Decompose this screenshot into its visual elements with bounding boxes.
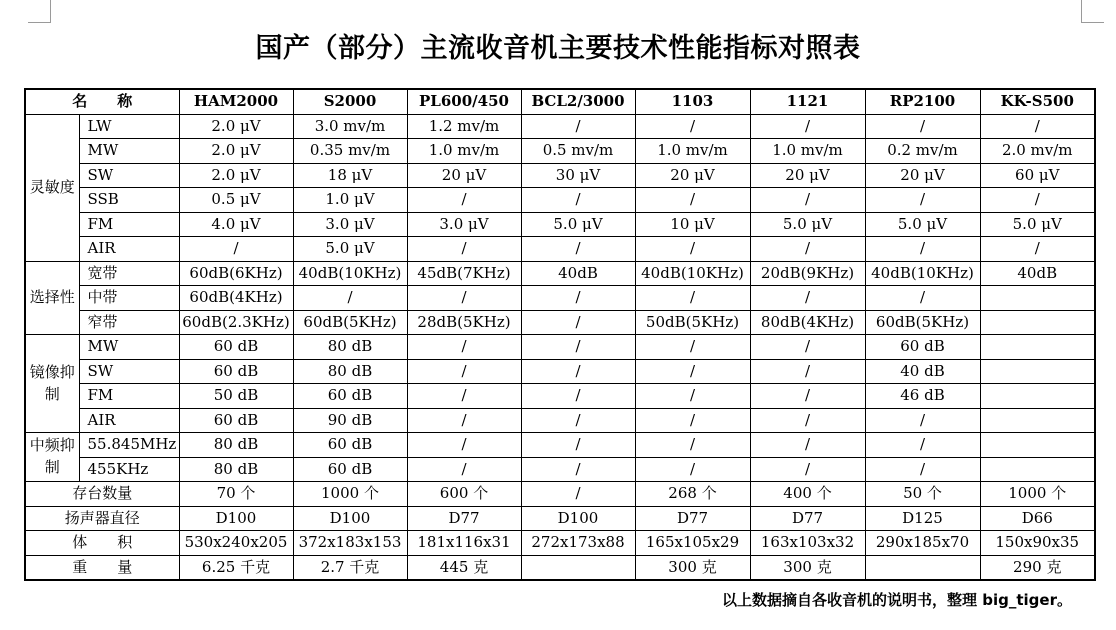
value-cell: 181x116x31 bbox=[407, 531, 521, 556]
value-cell: 0.2 mv/m bbox=[865, 139, 980, 164]
value-cell: D100 bbox=[521, 506, 635, 531]
value-cell: 3.0 μV bbox=[293, 212, 407, 237]
value-cell: 50 dB bbox=[179, 384, 293, 409]
value-cell: 40dB bbox=[521, 261, 635, 286]
value-cell: 4.0 μV bbox=[179, 212, 293, 237]
value-cell bbox=[521, 555, 635, 580]
table-row bbox=[25, 408, 1095, 433]
row-label-cell: MW bbox=[79, 335, 179, 360]
value-cell: 30 μV bbox=[521, 163, 635, 188]
value-cell: / bbox=[407, 237, 521, 262]
group-image-rejection-label: 镜像抑制 bbox=[25, 335, 79, 433]
value-cell: / bbox=[865, 433, 980, 458]
value-cell bbox=[865, 555, 980, 580]
value-cell: / bbox=[635, 384, 750, 409]
value-cell: 80 dB bbox=[293, 335, 407, 360]
value-cell: 600 个 bbox=[407, 482, 521, 507]
value-cell: 300 克 bbox=[750, 555, 865, 580]
value-cell: / bbox=[750, 237, 865, 262]
value-cell: 0.35 mv/m bbox=[293, 139, 407, 164]
value-cell: / bbox=[407, 359, 521, 384]
value-cell: 2.0 μV bbox=[179, 163, 293, 188]
value-cell: / bbox=[521, 310, 635, 335]
value-cell: 2.0 μV bbox=[179, 139, 293, 164]
name-header-cell: 名 称 bbox=[25, 89, 179, 114]
row-label-cell: SW bbox=[79, 359, 179, 384]
row-label-cell: 重 量 bbox=[25, 555, 179, 580]
value-cell: 272x173x88 bbox=[521, 531, 635, 556]
value-cell: / bbox=[407, 433, 521, 458]
value-cell: 5.0 μV bbox=[293, 237, 407, 262]
value-cell: 60dB(6KHz) bbox=[179, 261, 293, 286]
value-cell: / bbox=[521, 114, 635, 139]
value-cell: 45dB(7KHz) bbox=[407, 261, 521, 286]
value-cell: / bbox=[635, 188, 750, 213]
table-row bbox=[25, 237, 1095, 262]
value-cell: / bbox=[865, 457, 980, 482]
value-cell: / bbox=[635, 359, 750, 384]
value-cell: D77 bbox=[407, 506, 521, 531]
value-cell: / bbox=[407, 457, 521, 482]
value-cell: / bbox=[407, 286, 521, 311]
group-selectivity-label: 选择性 bbox=[25, 261, 79, 335]
value-cell: 10 μV bbox=[635, 212, 750, 237]
value-cell: 60dB(2.3KHz) bbox=[179, 310, 293, 335]
value-cell: D100 bbox=[293, 506, 407, 531]
table-row bbox=[25, 531, 1095, 556]
value-cell: / bbox=[865, 408, 980, 433]
table-row bbox=[25, 139, 1095, 164]
value-cell: 80 dB bbox=[293, 359, 407, 384]
value-cell: / bbox=[521, 433, 635, 458]
value-cell: D125 bbox=[865, 506, 980, 531]
value-cell: 3.0 mv/m bbox=[293, 114, 407, 139]
value-cell: / bbox=[407, 188, 521, 213]
value-cell: 150x90x35 bbox=[980, 531, 1095, 556]
page-title: 国产（部分）主流收音机主要技术性能指标对照表 bbox=[255, 33, 861, 64]
value-cell: / bbox=[865, 286, 980, 311]
value-cell: 20 μV bbox=[865, 163, 980, 188]
value-cell: 60dB(5KHz) bbox=[865, 310, 980, 335]
table-row bbox=[25, 163, 1095, 188]
spec-comparison-table bbox=[24, 88, 1096, 581]
model-header-cell: KK-S500 bbox=[980, 89, 1095, 114]
value-cell: / bbox=[750, 457, 865, 482]
table-row bbox=[25, 555, 1095, 580]
row-label-cell: 455KHz bbox=[79, 457, 179, 482]
value-cell: 0.5 mv/m bbox=[521, 139, 635, 164]
value-cell: 28dB(5KHz) bbox=[407, 310, 521, 335]
value-cell: 40dB bbox=[980, 261, 1095, 286]
value-cell: / bbox=[521, 359, 635, 384]
value-cell: / bbox=[750, 286, 865, 311]
value-cell: 40dB(10KHz) bbox=[635, 261, 750, 286]
table-row bbox=[25, 212, 1095, 237]
value-cell: / bbox=[980, 188, 1095, 213]
row-label-cell: FM bbox=[79, 384, 179, 409]
value-cell: 372x183x153 bbox=[293, 531, 407, 556]
value-cell: 400 个 bbox=[750, 482, 865, 507]
row-label-cell: 中带 bbox=[79, 286, 179, 311]
value-cell: / bbox=[635, 286, 750, 311]
table-row bbox=[25, 482, 1095, 507]
crop-mark-top-right bbox=[1081, 0, 1104, 23]
value-cell: / bbox=[750, 433, 865, 458]
value-cell: / bbox=[635, 457, 750, 482]
value-cell bbox=[980, 384, 1095, 409]
value-cell: D77 bbox=[750, 506, 865, 531]
value-cell: 5.0 μV bbox=[980, 212, 1095, 237]
value-cell: 60 dB bbox=[293, 457, 407, 482]
value-cell: 0.5 μV bbox=[179, 188, 293, 213]
value-cell: 1.0 mv/m bbox=[750, 139, 865, 164]
value-cell: 268 个 bbox=[635, 482, 750, 507]
value-cell bbox=[980, 457, 1095, 482]
value-cell: 90 dB bbox=[293, 408, 407, 433]
model-header-cell: BCL2/3000 bbox=[521, 89, 635, 114]
value-cell: 445 克 bbox=[407, 555, 521, 580]
value-cell: 60 dB bbox=[179, 408, 293, 433]
value-cell: / bbox=[980, 114, 1095, 139]
value-cell: 2.0 μV bbox=[179, 114, 293, 139]
value-cell: / bbox=[521, 188, 635, 213]
value-cell: 1000 个 bbox=[293, 482, 407, 507]
value-cell: 163x103x32 bbox=[750, 531, 865, 556]
model-header-cell: S2000 bbox=[293, 89, 407, 114]
value-cell: 60 dB bbox=[179, 359, 293, 384]
value-cell: 6.25 千克 bbox=[179, 555, 293, 580]
value-cell: / bbox=[407, 408, 521, 433]
table-row bbox=[25, 188, 1095, 213]
table-row bbox=[25, 506, 1095, 531]
value-cell: 40dB(10KHz) bbox=[865, 261, 980, 286]
table-row bbox=[25, 433, 1095, 458]
table-row bbox=[25, 310, 1095, 335]
value-cell: 40dB(10KHz) bbox=[293, 261, 407, 286]
value-cell: / bbox=[750, 335, 865, 360]
value-cell: 46 dB bbox=[865, 384, 980, 409]
value-cell: 5.0 μV bbox=[750, 212, 865, 237]
value-cell: 60 dB bbox=[865, 335, 980, 360]
value-cell: D100 bbox=[179, 506, 293, 531]
value-cell: / bbox=[407, 335, 521, 360]
value-cell: / bbox=[865, 188, 980, 213]
value-cell: / bbox=[521, 286, 635, 311]
value-cell: 60dB(4KHz) bbox=[179, 286, 293, 311]
value-cell: / bbox=[521, 384, 635, 409]
value-cell: / bbox=[750, 408, 865, 433]
row-label-cell: AIR bbox=[79, 237, 179, 262]
value-cell: / bbox=[635, 114, 750, 139]
row-label-cell: MW bbox=[79, 139, 179, 164]
value-cell: 2.0 mv/m bbox=[980, 139, 1095, 164]
value-cell: 80 dB bbox=[179, 457, 293, 482]
value-cell: 80 dB bbox=[179, 433, 293, 458]
row-label-cell: FM bbox=[79, 212, 179, 237]
value-cell: 20 μV bbox=[750, 163, 865, 188]
value-cell: / bbox=[635, 237, 750, 262]
value-cell: / bbox=[521, 237, 635, 262]
value-cell: 290 克 bbox=[980, 555, 1095, 580]
value-cell bbox=[980, 310, 1095, 335]
value-cell: / bbox=[750, 384, 865, 409]
value-cell: / bbox=[521, 482, 635, 507]
value-cell: / bbox=[980, 237, 1095, 262]
value-cell: 3.0 μV bbox=[407, 212, 521, 237]
value-cell: / bbox=[521, 335, 635, 360]
value-cell: 290x185x70 bbox=[865, 531, 980, 556]
model-header-cell: 1103 bbox=[635, 89, 750, 114]
value-cell: 20dB(9KHz) bbox=[750, 261, 865, 286]
table-row bbox=[25, 335, 1095, 360]
value-cell: / bbox=[293, 286, 407, 311]
value-cell bbox=[980, 359, 1095, 384]
value-cell: 60 dB bbox=[293, 384, 407, 409]
row-label-cell: SW bbox=[79, 163, 179, 188]
group-sensitivity-label: 灵敏度 bbox=[25, 114, 79, 261]
value-cell: 1.0 mv/m bbox=[407, 139, 521, 164]
model-header-cell: PL600/450 bbox=[407, 89, 521, 114]
value-cell: / bbox=[865, 237, 980, 262]
value-cell: 50 个 bbox=[865, 482, 980, 507]
value-cell: 300 克 bbox=[635, 555, 750, 580]
value-cell: / bbox=[865, 114, 980, 139]
value-cell: / bbox=[179, 237, 293, 262]
value-cell: 165x105x29 bbox=[635, 531, 750, 556]
table-row bbox=[25, 359, 1095, 384]
value-cell: 20 μV bbox=[407, 163, 521, 188]
value-cell: 60dB(5KHz) bbox=[293, 310, 407, 335]
value-cell bbox=[980, 286, 1095, 311]
value-cell: / bbox=[635, 335, 750, 360]
model-header-cell: 1121 bbox=[750, 89, 865, 114]
value-cell: / bbox=[750, 114, 865, 139]
value-cell: 530x240x205 bbox=[179, 531, 293, 556]
row-label-cell: 窄带 bbox=[79, 310, 179, 335]
model-header-cell: RP2100 bbox=[865, 89, 980, 114]
value-cell: 1.0 mv/m bbox=[635, 139, 750, 164]
table-row bbox=[25, 286, 1095, 311]
value-cell: 1.0 μV bbox=[293, 188, 407, 213]
row-label-cell: 宽带 bbox=[79, 261, 179, 286]
row-label-cell: 体 积 bbox=[25, 531, 179, 556]
table-row bbox=[25, 261, 1095, 286]
footnote: 以上数据摘自各收音机的说明书，整理 big_tiger。 bbox=[722, 591, 1072, 609]
value-cell: / bbox=[750, 359, 865, 384]
row-label-cell: AIR bbox=[79, 408, 179, 433]
value-cell: 50dB(5KHz) bbox=[635, 310, 750, 335]
table-row bbox=[25, 114, 1095, 139]
value-cell: 70 个 bbox=[179, 482, 293, 507]
value-cell: 2.7 千克 bbox=[293, 555, 407, 580]
row-label-cell: 扬声器直径 bbox=[25, 506, 179, 531]
value-cell: / bbox=[407, 384, 521, 409]
value-cell bbox=[980, 335, 1095, 360]
value-cell: 80dB(4KHz) bbox=[750, 310, 865, 335]
model-header-cell: HAM2000 bbox=[179, 89, 293, 114]
table-body bbox=[25, 114, 1095, 580]
value-cell: 20 μV bbox=[635, 163, 750, 188]
value-cell bbox=[980, 408, 1095, 433]
row-label-cell: 55.845MHz bbox=[79, 433, 179, 458]
value-cell: 5.0 μV bbox=[521, 212, 635, 237]
value-cell: / bbox=[750, 188, 865, 213]
value-cell: 40 dB bbox=[865, 359, 980, 384]
value-cell: D66 bbox=[980, 506, 1095, 531]
table-row bbox=[25, 457, 1095, 482]
table-header-row bbox=[25, 89, 1095, 114]
value-cell: 60 μV bbox=[980, 163, 1095, 188]
value-cell: 60 dB bbox=[179, 335, 293, 360]
value-cell: / bbox=[635, 408, 750, 433]
value-cell: 60 dB bbox=[293, 433, 407, 458]
value-cell: D77 bbox=[635, 506, 750, 531]
row-label-cell: SSB bbox=[79, 188, 179, 213]
value-cell: 1000 个 bbox=[980, 482, 1095, 507]
row-label-cell: LW bbox=[79, 114, 179, 139]
crop-mark-top-left bbox=[28, 0, 51, 23]
value-cell bbox=[980, 433, 1095, 458]
row-label-cell: 存台数量 bbox=[25, 482, 179, 507]
value-cell: 18 μV bbox=[293, 163, 407, 188]
value-cell: 5.0 μV bbox=[865, 212, 980, 237]
group-if-rejection-label: 中频抑制 bbox=[25, 433, 79, 482]
value-cell: 1.2 mv/m bbox=[407, 114, 521, 139]
value-cell: / bbox=[635, 433, 750, 458]
value-cell: / bbox=[521, 457, 635, 482]
table-row bbox=[25, 384, 1095, 409]
value-cell: / bbox=[521, 408, 635, 433]
